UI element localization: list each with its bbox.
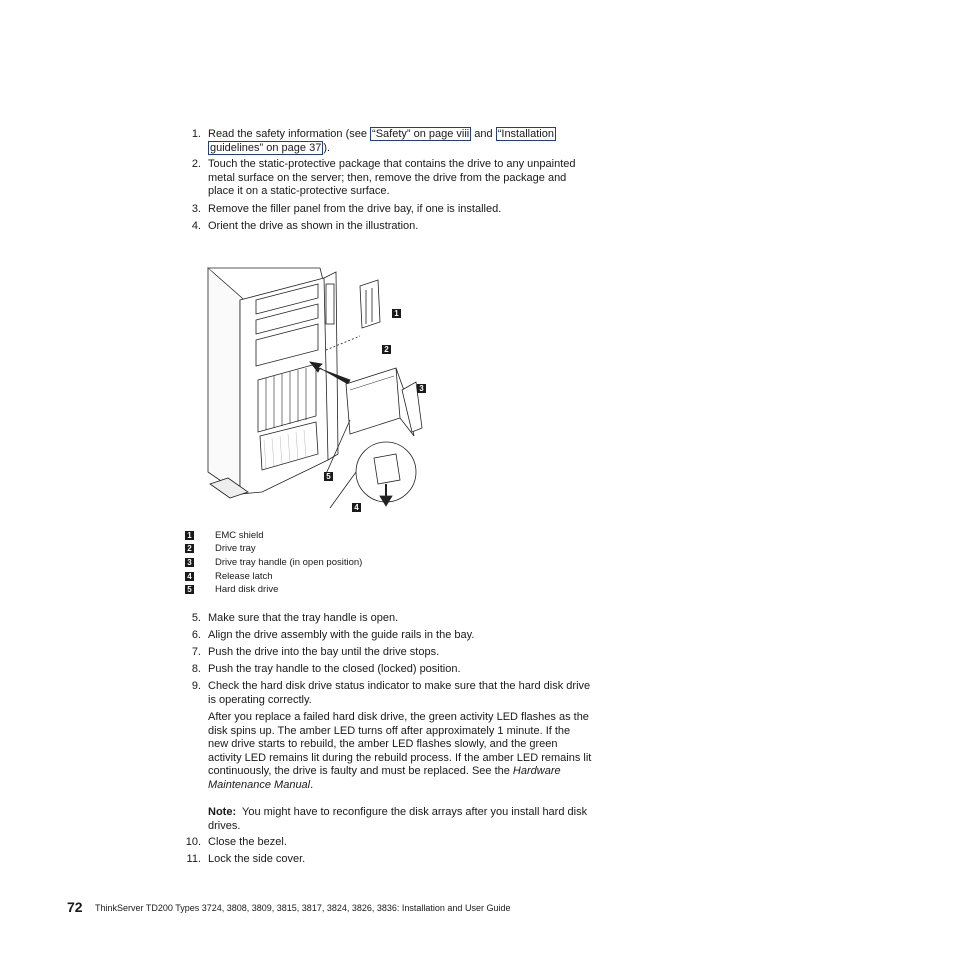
line: Check the hard disk drive status indicator to make sure that the hard disk drive [208, 680, 591, 692]
callout-4: 4 [352, 503, 361, 512]
step-text: Remove the filler panel from the drive bay, if one is installed. [208, 203, 502, 215]
step-text: Align the drive assembly with the guide rails in the bay. [208, 629, 475, 641]
legend-label: Drive tray handle (in open position) [215, 557, 363, 568]
step-number: 7. [191, 646, 201, 658]
step-number: 9. [191, 680, 201, 692]
line: activity LED remains lit during the rebuild process. If the amber LED remains lit [208, 751, 592, 764]
step-text [208, 128, 618, 155]
step-text-part: ). [323, 141, 331, 154]
line: place it on a static-protective surface. [208, 185, 390, 197]
line: disk spins up. The amber LED turns off after approximately 1 minute. If the [208, 724, 571, 737]
step-number: 3. [191, 203, 201, 215]
manual-title-italic: Hardware [512, 765, 561, 777]
legend-label: Drive tray [215, 543, 256, 554]
step-text: Make sure that the tray handle is open. [208, 612, 399, 624]
callout-3: 3 [417, 384, 426, 393]
line: continuously, the drive is faulty and must be replaced. See the [208, 765, 513, 777]
note-text: You might have to reconfigure the disk arrays after you install hard disk [236, 806, 588, 818]
legend-label: Hard disk drive [215, 584, 279, 595]
callout-5: 5 [324, 472, 333, 481]
step-text [208, 680, 618, 707]
page-number: 72 [67, 899, 83, 915]
step-text [208, 158, 618, 199]
step-text: Push the drive into the bay until the drive stops. [208, 646, 440, 658]
step-text: Push the tray handle to the closed (locked) position. [208, 663, 461, 675]
step-number: 4. [191, 220, 201, 232]
line: new drive starts to rebuild, the amber LED flashes slowly, and the green [208, 738, 558, 750]
line: After you replace a failed hard disk drive, the green activity LED flashes as the [208, 711, 589, 723]
legend-callout: 1 [185, 531, 194, 540]
note-label: Note: [208, 806, 237, 818]
step-text-part: and [471, 128, 496, 140]
step-text: Lock the side cover. [208, 853, 306, 865]
note-paragraph [208, 806, 618, 833]
legend-label: Release latch [215, 571, 273, 582]
line-end: . [310, 778, 314, 791]
installation-guidelines-link-cont[interactable]: guidelines” on page 37 [210, 141, 322, 154]
step-text: Orient the drive as shown in the illustration. [208, 220, 419, 232]
step-number: 5. [191, 612, 201, 624]
callout-2: 2 [382, 345, 391, 354]
step-number: 8. [191, 663, 201, 675]
line: Touch the static-protective package that contains the drive to any unpainted [208, 158, 576, 170]
step-number: 11. [186, 853, 201, 865]
step-number: 10. [185, 836, 201, 848]
safety-link[interactable]: “Safety” on page viii [372, 128, 470, 140]
legend-callout: 2 [185, 544, 194, 553]
step-text-part: Read the safety information (see [208, 128, 371, 140]
hard-disk-drive-installation-illustration [200, 240, 440, 520]
callout-1: 1 [392, 309, 401, 318]
step-number: 2. [191, 158, 201, 170]
led-explanation-paragraph [208, 711, 618, 792]
legend-callout: 3 [185, 558, 194, 567]
legend-label: EMC shield [215, 530, 264, 541]
step-number: 1. [191, 128, 201, 140]
legend-callout: 5 [185, 585, 194, 594]
line: metal surface on the server; then, remove the drive from the package and [208, 171, 567, 184]
step-number: 6. [191, 629, 201, 641]
installation-guidelines-link[interactable]: “Installation [497, 128, 554, 140]
footer-title: ThinkServer TD200 Types 3724, 3808, 3809, 3815, 3817, 3824, 3826, 3836: Installation and User Guide [95, 903, 511, 913]
legend-callout: 4 [185, 572, 194, 581]
step-text: Close the bezel. [208, 836, 287, 848]
manual-title-italic: Maintenance Manual [208, 778, 311, 791]
line: is operating correctly. [208, 693, 312, 706]
note-text: drives. [208, 819, 241, 832]
